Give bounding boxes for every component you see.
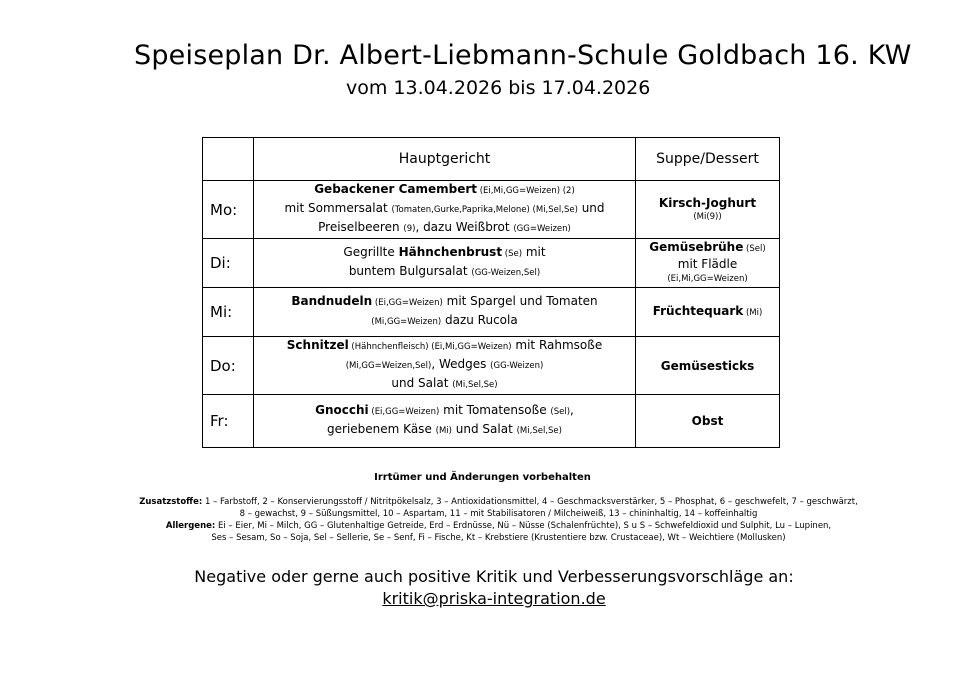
dish-text: mit Rahmsoße [511, 338, 603, 352]
allergen-note: (Sel) [550, 407, 571, 417]
allergen-note: (Mi,GG=Weizen) [371, 317, 442, 327]
dessert-name: Früchtequark [652, 304, 744, 318]
soup-text: mit Flädle [677, 257, 738, 271]
additives-label: Zusatzstoffe: [139, 497, 203, 507]
date-range: vom 13.04.2026 bis 17.04.2026 [346, 77, 651, 99]
allergen-note: (Sel) [743, 244, 766, 254]
dish-text: Preiselbeeren [318, 220, 404, 234]
allergen-note: (9) [403, 224, 416, 234]
dish-text: , [570, 403, 574, 417]
allergen-note: (Mi(9)) [693, 211, 722, 222]
allergen-note: (Mi,Sel,Se) [516, 426, 562, 436]
soup-name: Gemüsebrühe [649, 240, 744, 254]
table-row-friday [203, 395, 780, 448]
allergen-note: (Ei,Mi,GG=Weizen) (2) [477, 186, 575, 196]
table-row-wednesday [203, 288, 780, 337]
allergens-label: Allergene: [165, 521, 216, 531]
dish-text: Gegrillte [343, 245, 399, 259]
main-dish-tuesday [254, 239, 636, 288]
day-label: Mi: [203, 288, 254, 337]
table-header-row [203, 138, 780, 181]
allergen-note: (Ei,GG=Weizen) [372, 298, 443, 308]
allergen-note: (GG-Weizen) [490, 361, 544, 371]
allergen-note: (Mi) [743, 308, 763, 318]
dish-text: und [577, 201, 605, 215]
dish-name: Gebackener Camembert [314, 182, 477, 196]
feedback-section [0, 566, 965, 610]
side-dish-thursday [636, 337, 780, 395]
side-dish-friday [636, 395, 780, 448]
table-row-monday [203, 181, 780, 239]
dish-text: mit Spargel und Tomaten [442, 294, 598, 308]
allergen-note: (Mi) [435, 426, 452, 436]
header-suppe-dessert: Suppe/Dessert [636, 138, 780, 181]
allergen-note: (Mi,Sel,Se) [452, 380, 498, 390]
table-row-thursday [203, 337, 780, 395]
dessert-name: Kirsch-Joghurt [658, 195, 757, 210]
dish-text: mit [522, 245, 546, 259]
page-title: Speiseplan Dr. Albert-Liebmann-Schule Goldbach 16. KW [134, 40, 912, 71]
dish-name: Hähnchenbrust [398, 245, 503, 259]
allergen-note: (Mi,GG=Weizen,Sel) [345, 361, 432, 371]
dish-text: geriebenem Käse [327, 422, 436, 436]
dish-text: mit Tomatensoße [439, 403, 551, 417]
additives-text: 1 – Farbstoff, 2 – Konservierungsstoff / Nitritpökelsalz, 3 – Antioxidationsmittel, 4 – Geschmacksverstärker, 5 – Phosphat, 6 – geschwefelt, 7 – geschwärzt, [202, 497, 858, 507]
feedback-text: Negative oder gerne auch positive Kritik und Verbesserungsvorschläge an: [194, 567, 794, 586]
dish-name: Bandnudeln [291, 294, 373, 308]
dish-text: dazu Rucola [441, 313, 518, 327]
menu-table [202, 137, 780, 448]
dish-name: Gnocchi [315, 403, 369, 417]
dish-text: , dazu Weißbrot [415, 220, 514, 234]
dish-text: buntem Bulgursalat [348, 264, 472, 278]
allergen-note: (GG-Weizen,Sel) [471, 268, 541, 278]
allergen-note: (Ei,Mi,GG=Weizen) [667, 274, 748, 284]
main-dish-wednesday [254, 288, 636, 337]
allergen-note: (Tomaten,Gurke,Paprika,Melone) [391, 205, 530, 215]
main-dish-thursday [254, 337, 636, 395]
allergen-note: (Ei,GG=Weizen) [368, 407, 440, 417]
table-row-tuesday [203, 239, 780, 288]
dish-text: , Wedges [431, 357, 491, 371]
dish-text: und Salat [391, 376, 453, 390]
allergen-note: (Ei,Mi,GG=Weizen) [428, 342, 512, 352]
side-dish-wednesday [636, 288, 780, 337]
side-dish-monday [636, 181, 780, 239]
dish-text: mit Sommersalat [284, 201, 392, 215]
side-dish-tuesday [636, 239, 780, 288]
dessert-name: Gemüsesticks [660, 358, 755, 373]
day-label: Do: [203, 337, 254, 395]
allergen-note: (GG=Weizen) [513, 224, 571, 234]
feedback-email-link[interactable]: kritik@priska-integration.de [382, 589, 606, 608]
additives-legend [110, 496, 887, 544]
disclaimer-notice: Irrtümer und Änderungen vorbehalten [374, 472, 591, 483]
allergen-note: (Se) [502, 249, 523, 259]
day-label: Di: [203, 239, 254, 288]
main-dish-friday [254, 395, 636, 448]
main-dish-monday [254, 181, 636, 239]
allergens-text: Ei – Eier, Mi – Milch, GG – Glutenhaltige Getreide, Erd – Erdnüsse, Nü – Nüsse (Schalenfrüchte), S u S – Schwefeldioxid und Sulphit, Lu – Lupinen, [215, 521, 832, 531]
header-day [203, 138, 254, 181]
additives-text: 8 – gewachst, 9 – Süßungsmittel, 10 – Aspartam, 11 – mit Stabilisatoren / Milcheiweiß, 13 – chininhaltig, 14 – koffeinhaltig [239, 509, 758, 519]
day-label: Fr: [203, 395, 254, 448]
allergen-note: (Mi,Sel,Se) [529, 205, 578, 215]
dessert-name: Obst [691, 414, 724, 428]
dish-name: Schnitzel [286, 338, 349, 352]
allergen-note: (Hähnchenfleisch) [348, 342, 429, 352]
header-hauptgericht: Hauptgericht [254, 138, 636, 181]
dish-text: und Salat [451, 422, 517, 436]
day-label: Mo: [203, 181, 254, 239]
allergens-text: Ses – Sesam, So – Soja, Sel – Sellerie, Se – Senf, Fi – Fische, Kt – Krebstiere (Krustentiere bzw. Crustaceae), Wt – Weichtiere (Mollusken) [211, 533, 786, 543]
